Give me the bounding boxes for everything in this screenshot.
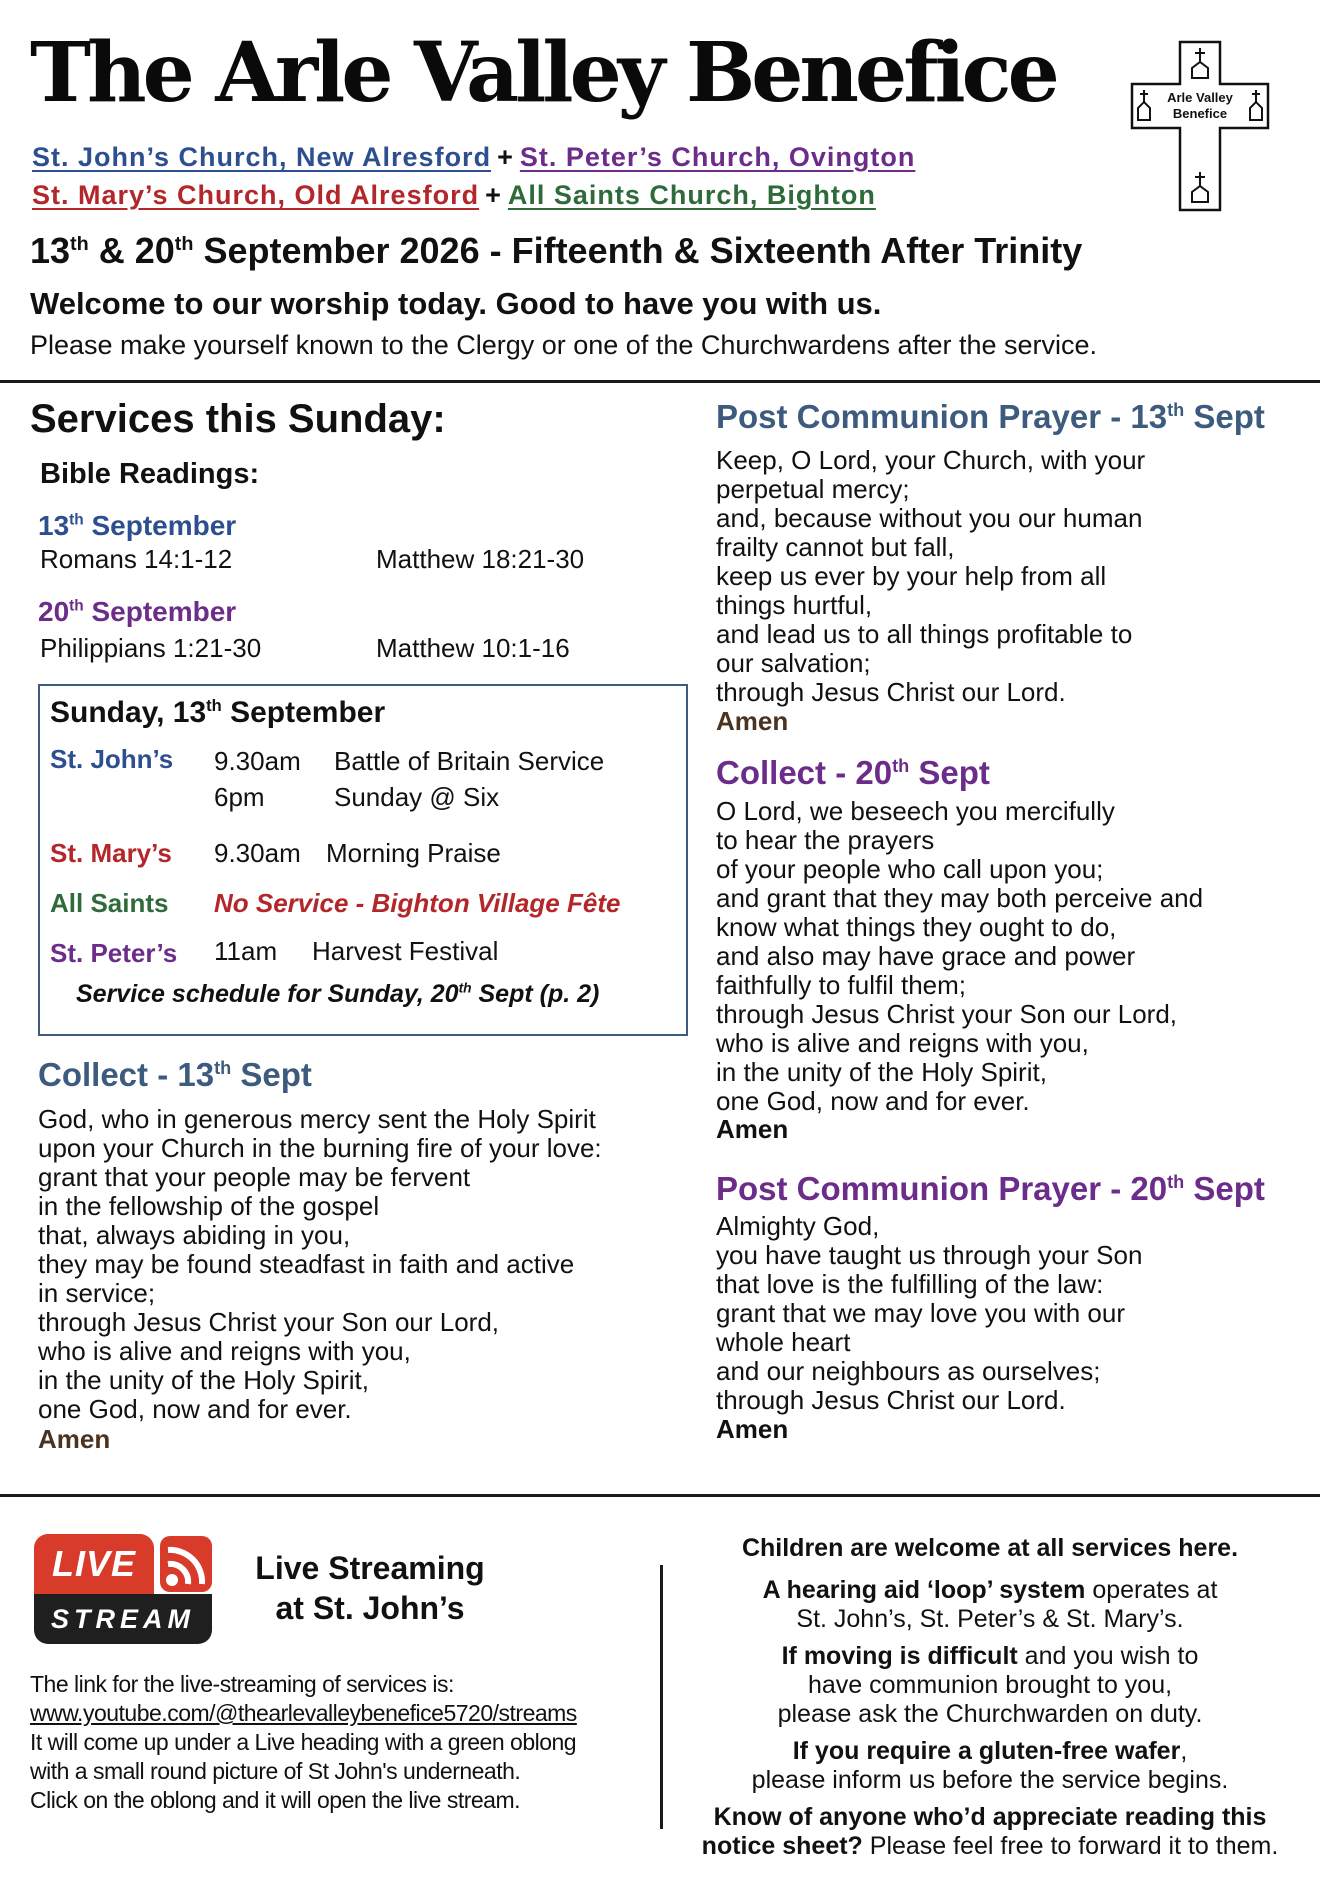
plus-separator: + [497,142,514,172]
reading-gospel-13: Matthew 18:21-30 [376,544,585,574]
collect-20-amen: Amen [716,1114,789,1144]
hearing-loop-note: A hearing aid ‘loop’ system operates at St. John’s, St. Peter’s & St. Mary’s. [762,1576,1218,1633]
mobility-note: If moving is difficult and you wish to have communion brought to you, please ask the Churchwarden on duty. [777,1642,1203,1728]
date-heading: 13th & 20th September 2026 - Fifteenth & Sixteenth After Trinity [30,230,1083,271]
post-communion-20-text: Almighty God, you have taught us through your Son that love is the fulfilling of the law: grant that we may love you with our whole heart and our neighbours as ourselves; through Jesus Christ our Lord. [716,1211,1143,1415]
service-church-all-saints: All Saints [50,888,169,918]
broadcast-signal-icon [160,1536,212,1592]
service-schedule-box [38,684,688,1036]
youtube-stream-link[interactable]: www.youtube.com/@thearlevalleybenefice5720/streams [30,1700,577,1726]
live-label: LIVE [34,1534,154,1594]
cross-icon [1130,40,1270,212]
benefice-cross-logo [1130,40,1270,212]
post-communion-20-amen: Amen [716,1414,789,1444]
share-note: Know of anyone who’d appreciate reading this notice sheet? Please feel free to forward it to them. [701,1803,1279,1860]
collect-13-text: God, who in generous mercy sent the Holy Spirit upon your Church in the burning fire of your love: grant that your people may be fervent in the fellowship of the gospel that, always abiding in you, they may be found steadfast in faith and active in service; through Jesus Christ your Son our Lord, who is alive and reigns with you, in the unity of the Holy Spirit, one God, now and for ever. [38,1104,602,1424]
live-stream-logo [34,1534,212,1644]
church-links-row-1 [32,142,915,173]
reading-date-13: 13th September [38,510,237,541]
schedule-title: Sunday, 13th September [50,696,386,729]
section-divider [0,1494,1320,1497]
intro-text: Please make yourself known to the Clergy or one of the Churchwardens after the service. [30,330,1098,360]
service-time: 9.30am [214,746,301,776]
live-streaming-heading: Live Streaming at St. John’s [255,1550,485,1626]
service-name: Morning Praise [326,838,501,868]
church-link-all-saints[interactable]: All Saints Church, Bighton [507,180,876,210]
service-name: Battle of Britain Service [334,746,605,776]
reading-first-20: Philippians 1:21-30 [40,633,262,663]
gluten-free-note: If you require a gluten-free wafer, please inform us before the service begins. [751,1737,1229,1794]
footer-divider [660,1565,663,1829]
post-communion-13-amen: Amen [716,706,789,736]
post-communion-13-text: Keep, O Lord, your Church, with your perpetual mercy; and, because without you our human frailty cannot but fall, keep us ever by your help from all things hurtful, and lead us to all things profitable to our salvation; through Jesus Christ our Lord. [716,445,1146,707]
church-link-st-marys[interactable]: St. Mary’s Church, Old Alresford [32,180,480,210]
church-link-st-johns[interactable]: St. John’s Church, New Alresford [32,142,492,172]
welcome-text: Welcome to our worship today. Good to have you with us. [30,286,882,321]
logo-text-2: Benefice [1172,106,1228,121]
service-time: 6pm [214,782,265,812]
service-church-st-peters: St. Peter’s [50,938,178,968]
stream-label: STREAM [34,1594,212,1644]
plus-separator: + [485,180,502,210]
reading-first-13: Romans 14:1-12 [40,544,233,574]
post-communion-20-heading: Post Communion Prayer - 20th Sept [716,1170,1265,1207]
collect-13-amen: Amen [38,1424,111,1454]
church-links-row-2 [32,180,876,211]
collect-20-text: O Lord, we beseech you mercifully to hear the prayers of your people who call upon you; and grant that they may both perceive and know what things they ought to do, and also may have grace and power faithfully to fulfil them; through Jesus Christ your Son our Lord, who is alive and reigns with you, in the unity of the Holy Spirit, one God, now and for ever. [716,796,1204,1116]
post-communion-13-heading: Post Communion Prayer - 13th Sept [716,398,1265,435]
no-service-note: No Service - Bighton Village Fête [214,888,621,918]
children-welcome-note: Children are welcome at all services here. [741,1534,1239,1562]
schedule-note: Service schedule for Sunday, 20th Sept (p. 2) [76,980,600,1008]
section-divider [0,380,1320,383]
church-link-st-peters[interactable]: St. Peter’s Church, Ovington [519,142,916,172]
service-time: 11am [214,936,278,966]
service-church-st-johns: St. John’s [50,744,174,774]
reading-gospel-20: Matthew 10:1-16 [376,633,570,663]
service-name: Harvest Festival [312,936,499,966]
collect-13-heading: Collect - 13th Sept [38,1056,312,1093]
service-time: 9.30am [214,838,301,868]
live-stream-instructions: The link for the live-streaming of services is: www.youtube.com/@thearlevalleybenefice5720/streams It will come up under a Live heading with a green oblong with a small round picture of St John's underneath. Click on the oblong and it will open the live stream. [30,1671,577,1813]
collect-20-heading: Collect - 20th Sept [716,754,990,791]
bible-readings-heading: Bible Readings: [40,458,260,490]
logo-text-1: Arle Valley [1167,90,1233,105]
services-heading: Services this Sunday: [30,397,446,441]
service-name: Sunday @ Six [334,782,500,812]
reading-date-20: 20th September [38,596,237,627]
page-title: The Arle Valley Benefice [30,25,1056,121]
service-church-st-marys: St. Mary’s [50,838,172,868]
